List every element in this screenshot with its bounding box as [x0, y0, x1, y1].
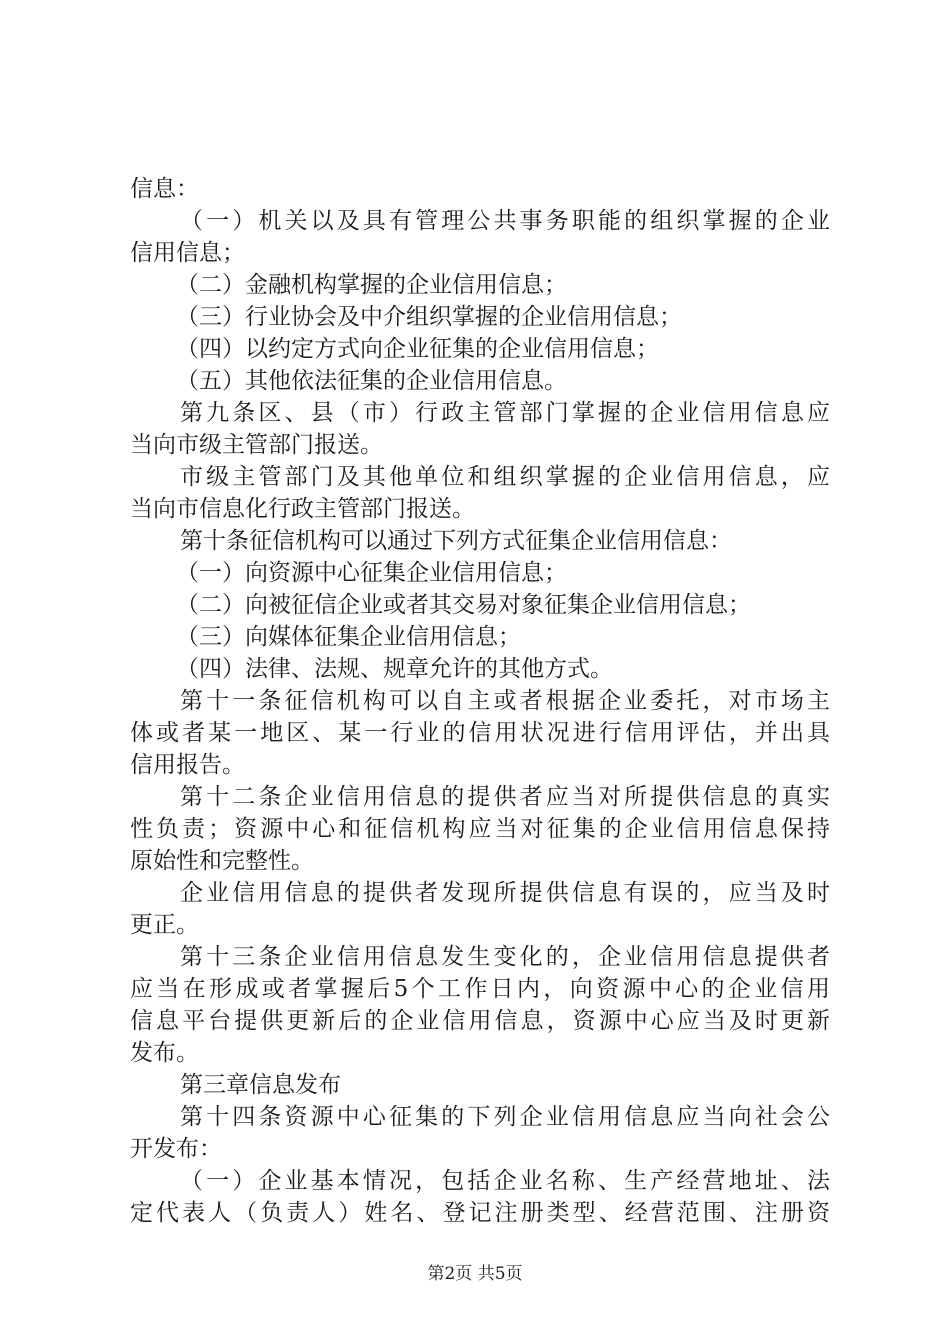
text-line: 体或者某一地区、某一行业的信用状况进行信用评估，并出具: [130, 720, 830, 746]
text-line: （五）其他依法征集的企业信用信息。: [176, 368, 567, 394]
text-line: （二）金融机构掌握的企业信用信息；: [176, 272, 567, 298]
text-line: 第十二条企业信用信息的提供者应当对所提供信息的真实: [180, 784, 830, 810]
text-line: 市级主管部门及其他单位和组织掌握的企业信用信息，应: [180, 464, 830, 490]
text-line: 信用信息；: [130, 240, 245, 266]
text-line: 应当在形成或者掌握后5个工作日内，向资源中心的企业信用: [130, 976, 830, 1002]
text-line: （一）向资源中心征集企业信用信息；: [176, 560, 567, 586]
text-line: 企业信用信息的提供者发现所提供信息有误的，应当及时: [180, 880, 830, 906]
text-line: 第十一条征信机构可以自主或者根据企业委托，对市场主: [180, 688, 830, 714]
text-line: 发布。: [130, 1040, 199, 1066]
text-line: 当向市级主管部门报送。: [130, 432, 383, 458]
text-line: 第九条区、县（市）行政主管部门掌握的企业信用信息应: [180, 400, 830, 426]
text-line: 定代表人（负责人）姓名、登记注册类型、经营范围、注册资: [130, 1200, 830, 1226]
text-line: （四）以约定方式向企业征集的企业信用信息；: [176, 336, 659, 362]
chapter-heading: 第三章信息发布: [180, 1072, 341, 1098]
text-line: （二）向被征信企业或者其交易对象征集企业信用信息；: [176, 592, 751, 618]
text-line: 原始性和完整性。: [130, 848, 314, 874]
document-body: [130, 173, 830, 1229]
page-footer: 第2页 共5页: [427, 1264, 523, 1284]
text-line: 第十三条企业信用信息发生变化的，企业信用信息提供者: [180, 944, 830, 970]
text-line: 信息：: [130, 176, 199, 202]
text-line: 开发布：: [130, 1136, 222, 1162]
text-line: 信用报告。: [130, 752, 245, 778]
text-line: （三）行业协会及中介组织掌握的企业信用信息；: [176, 304, 682, 330]
text-line: 当向市信息化行政主管部门报送。: [130, 496, 475, 522]
text-line: 信息平台提供更新后的企业信用信息，资源中心应当及时更新: [130, 1008, 830, 1034]
text-line: 性负责；资源中心和征信机构应当对征集的企业信用信息保持: [130, 816, 830, 842]
text-line: （一）机关以及具有管理公共事务职能的组织掌握的企业: [180, 208, 830, 234]
text-line: （四）法律、法规、规章允许的其他方式。: [176, 656, 613, 682]
text-line: 更正。: [130, 912, 199, 938]
text-line: （一）企业基本情况，包括企业名称、生产经营地址、法: [180, 1168, 830, 1194]
text-line: （三）向媒体征集企业信用信息；: [176, 624, 521, 650]
text-line: 第十条征信机构可以通过下列方式征集企业信用信息：: [180, 528, 732, 554]
text-line: 第十四条资源中心征集的下列企业信用信息应当向社会公: [180, 1104, 830, 1130]
